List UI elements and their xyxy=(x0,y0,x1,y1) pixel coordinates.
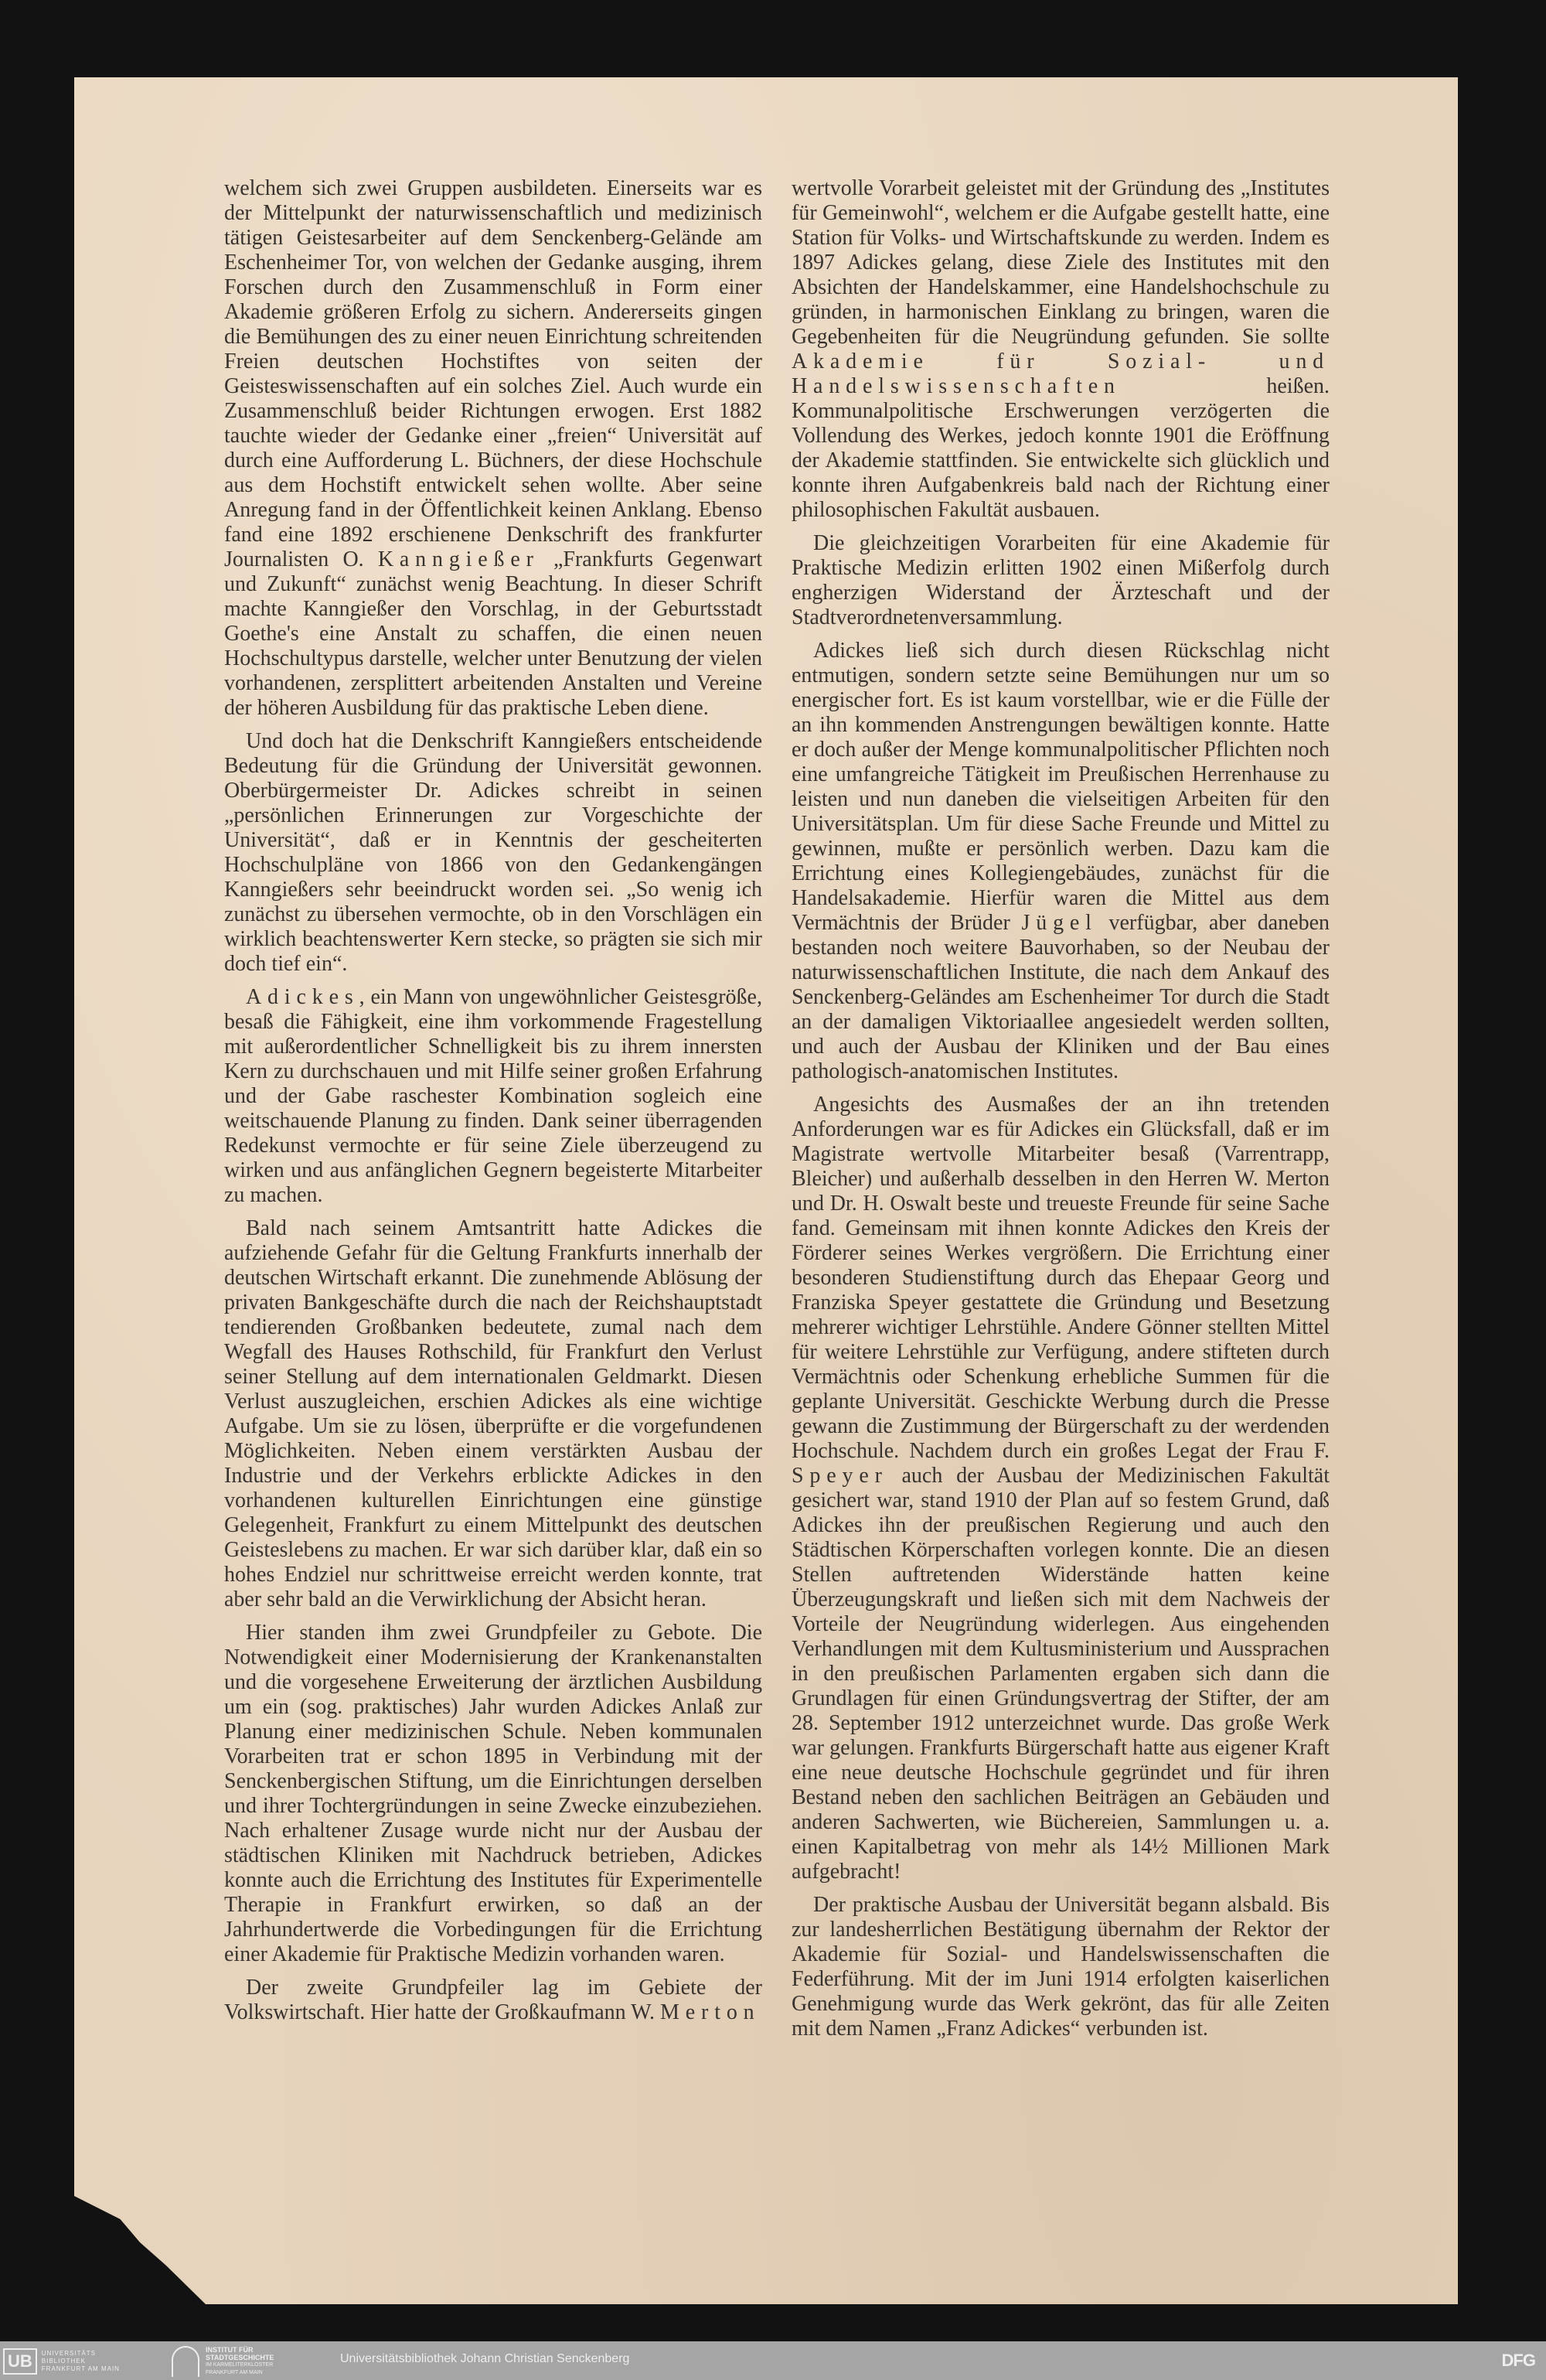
paragraph xyxy=(792,531,1330,630)
spaced-name: Merton xyxy=(660,2000,761,2024)
paragraph xyxy=(224,1621,762,1967)
text-segment: Der praktische Ausbau der Universität begann alsbald. Bis zur landesherrlichen Bestätigung übernahm der Rektor der Akademie für Sozial- und Handelswissenschaften die Federführung. Mit der im Juni 1914 erfolgten kaiserlichen Genehmigung wurde das Werk gekrönt, das für alle Zeiten mit dem Namen „Franz Adickes“ verbunden ist. xyxy=(792,1893,1330,2041)
right-column xyxy=(792,176,1330,2050)
paragraph xyxy=(792,639,1330,1084)
ub-line: FRANKFURT AM MAIN xyxy=(41,2365,120,2372)
text-segment: wertvolle Vorarbeit geleistet mit der Gründung des „Institutes für Gemeinwohl“, welchem er die Aufgabe gestellt hatte, eine Station für Volks- und Wirtschaftskunde zu werden. Indem es 1897 Adickes gelang, diese Ziele des Institutes mit den Absichten der Handelskammer, eine Handelshochschule zu gründen, in harmonischen Einklang zu bringen, waren die Gegebenheiten für die Neugründung gefunden. Sie sollte xyxy=(792,176,1330,349)
footer-bar xyxy=(0,2341,1546,2380)
text-segment: „Frankfurts Gegenwart und Zukunft“ zunächst wenig Beachtung. In dieser Schrift machte Kanngießer den Vorschlag, in der Geburtsstadt Goethe's eine Anstalt zu schaffen, die einen neuen Hochschultypus darstelle, welcher unter Benutzung der vielen vorhandenen, zersplittert arbeitenden Anstalten und Vereine der höheren Ausbildung für das praktische Leben diene. xyxy=(224,547,763,720)
dfg-logo[interactable]: DFG xyxy=(1501,2351,1535,2370)
library-name: Universitätsbibliothek Johann Christian Senckenberg xyxy=(340,2352,630,2365)
text-segment: Bald nach seinem Amtsantritt hatte Adickes die aufziehende Gefahr für die Geltung Frankfurts innerhalb der deutschen Wirtschaft erkannt. Die zunehmende Ablösung der privaten Bankgeschäfte durch die nach der Reichshauptstadt tendierenden Großbanken bedeutete, zumal nach dem Wegfall des Hauses Rothschild, für Frankfurt den Verlust seiner Stellung auf dem internationalen Geldmarkt. Diesen Verlust auszugleichen, erschien Adickes als eine wichtige Aufgabe. Um sie zu lösen, überprüfte er die vorgefundenen Möglichkeiten. Neben einem verstärkten Ausbau der Industrie und der Verkehrs erblickte Adickes in den vorhandenen kulturellen Einrichtungen eine günstige Gelegenheit, Frankfurt zu einem Mittelpunkt des deutschen Geisteslebens zu machen. Er war sich darüber klar, daß ein so hohes Endziel nur schrittweise erreicht werden konnte, trat aber sehr bald an die Verwirklichung der Absicht heran. xyxy=(224,1216,762,1611)
text-segment: verfügbar, aber daneben bestanden noch weitere Bauvorhaben, so der Neubau der naturwissenschaftlichen Institute, die nach dem Ankauf des Senckenberg-Geländes am Eschenheimer Tor durch die Stadt an der damaligen Viktoriaallee angesiedelt werden sollten, und auch der Ausbau der Kliniken und der Bau eines pathologisch-anatomischen Institutes. xyxy=(792,911,1330,1083)
arch-icon xyxy=(172,2346,199,2377)
paragraph xyxy=(224,1216,762,1612)
text-segment: welchem sich zwei Gruppen ausbildeten. Einerseits war es der Mittelpunkt der naturwissenschaftlich und medizinisch tätigen Geistesarbeiter auf dem Senckenberg-Gelände am Eschenheimer Tor, von welchen der Gedanke ausging, ihrem Forschen durch den Zusammenschluß in Form einer Akademie größeren Erfolg zu sichern. Andererseits gingen die Bemühungen des zu einer neuen Einrichtung schreitenden Freien deutschen Hochstiftes von seiten der Geisteswissenschaften auf ein solches Ziel. Auch wurde ein Zusammenschluß beider Richtungen erwogen. Erst 1882 tauchte wieder der Gedanke einer „freien“ Universität auf durch eine Aufforderung L. Büchners, der diese Hochschule aus dem Hochstift entwickelt sehen wollte. Aber seine Anregung fand in der Öffentlichkeit keinen Anklang. Ebenso fand eine 1892 erschienene Denkschrift des frankfurter Journalisten O. xyxy=(224,176,762,571)
spaced-name: Jügel xyxy=(1021,911,1098,935)
text-segment: Angesichts des Ausmaßes der an ihn tretenden Anforderungen war es für Adickes ein Glücksfall, daß er im Magistrate wertvolle Mitarbeiter besaß (Varrentrapp, Bleicher) und außerhalb desselben in den Herren W. Merton und Dr. H. Oswalt beste und treueste Freunde für seine Sache fand. Gemeinsam mit ihnen konnte Adickes den Kreis der Förderer seines Werkes vergrößern. Die Errichtung einer besonderen Studienstiftung durch das Ehepaar Georg und Franziska Speyer gestattete die Gründung und Besetzung mehrerer wichtiger Lehrstühle. Andere Gönner stellten Mittel für weitere Lehrstühle zur Verfügung, andere stifteten durch Vermächtnis oder Schenkung erhebliche Summen für die geplante Universität. Geschickte Werbung durch die Presse gewann die Zustimmung der Bürgerschaft zu der werdenden Hochschule. Nachdem durch ein großes Legat der Frau F. xyxy=(792,1093,1330,1463)
spaced-name: Akademie für Sozial- und Handelswissenschaften xyxy=(792,349,1330,398)
paragraph xyxy=(224,176,762,721)
text-segment: auch der Ausbau der Medizinischen Fakultät gesichert war, stand 1910 der Plan auf so festem Grund, daß Adickes ihn der preußischen Regierung und auch den Städtischen Körperschaften vorlegen konnte. Die an diesen Stellen auftretenden Widerstände hatten keine Überzeugungskraft und ließen sich mit dem Nachweis der Vorteile der Neugründung widerlegen. Aus eingehenden Verhandlungen mit dem Kultusministerium und Aussprachen in den preußischen Parlamenten ergaben sich dann die Grundlagen für einen Gründungsvertrag der Stifter, der am 28. September 1912 unterzeichnet wurde. Das große Werk war gelungen. Frankfurts Bürgerschaft hatte aus eigener Kraft eine neue deutsche Hochschule gegründet und für ihren Bestand neben den sachlichen Beiträgen an Gebäuden und anderen Sachwerten, wie Büchereien, Sammlungen u. a. einen Kapitalbetrag von mehr als 14½ Millionen Mark aufgebracht! xyxy=(792,1464,1330,1884)
paragraph xyxy=(224,985,762,1208)
text-segment: , ein Mann von ungewöhnlicher Geistesgröße, besaß die Fähigkeit, eine ihm vorkommende Fragestellung mit außerordentlicher Schnelligkeit bis zu ihrem innersten Kern zu durchschauen und mit Hilfe seiner großen Erfahrung und der Gabe raschester Kombination sogleich eine weitschauende Planung zu finden. Dank seiner überragenden Redekunst vermochte er für seine Ziele überzeugend zu wirken und aus anfänglichen Gegnern begeisterte Mitarbeiter zu machen. xyxy=(224,985,762,1207)
spaced-name: Adickes xyxy=(246,985,359,1009)
ub-logo-text xyxy=(42,2350,120,2373)
ub-logo-mark: UB xyxy=(3,2348,37,2375)
text-segment: Die gleichzeitigen Vorarbeiten für eine Akademie für Praktische Medizin erlitten 1902 einen Mißerfolg durch engherzigen Widerstand der Ärzteschaft und der Stadtverordnetenversammlung. xyxy=(792,531,1330,629)
isg-logo-text xyxy=(206,2346,274,2377)
paragraph xyxy=(792,1093,1330,1884)
text-segment: Adickes ließ sich durch diesen Rückschlag nicht entmutigen, sondern setzte seine Bemühungen nur um so energischer fort. Es ist kaum vorstellbar, wie er die Fülle der an ihn kommenden Anstrengungen bewältigen konnte. Hatte er doch außer der Menge kommunalpolitischer Pflichten noch eine umfangreiche Tätigkeit im Preußischen Herrenhause zu leisten und nun daneben die vielseitigen Arbeiten für den Universitätsplan. Um für diese Sache Freunde und Mittel zu gewinnen, mußte er persönlich werben. Dazu kam die Errichtung eines Kollegiengebäudes, zunächst für die Handelsakademie. Hierfür waren die Mittel aus dem Vermächtnis der Brüder xyxy=(792,639,1330,935)
ub-line: UNIVERSITÄTS xyxy=(41,2350,97,2357)
isg-line: STADTGESCHICHTE xyxy=(206,2354,274,2361)
text-segment: Der zweite Grundpfeiler lag im Gebiete der Volkswirtschaft. Hier hatte der Großkaufmann W. xyxy=(224,1976,762,2024)
ub-line: BIBLIOTHEK xyxy=(41,2358,86,2365)
ub-logo[interactable] xyxy=(3,2346,120,2377)
isg-line: INSTITUT FÜR xyxy=(206,2346,254,2354)
isg-line: FRANKFURT AM MAIN xyxy=(206,2370,263,2375)
text-segment: Und doch hat die Denkschrift Kanngießers entscheidende Bedeutung für die Gründung der Universität gewonnen. Oberbürgermeister Dr. Adickes schreibt in seinen „persönlichen Erinnerungen zur Vorgeschichte der Universität“, daß er in Kenntnis der gescheiterten Hochschulpläne von 1866 von den Gedankengängen Kanngießers sehr beeindruckt worden sei. „So wenig ich zunächst zu übersehen vermochte, ob in den Vorschlägen ein wirklich beachtenswerter Kern stecke, so prägten sie sich mir doch tief ein“. xyxy=(224,729,762,976)
isg-logo[interactable] xyxy=(172,2346,274,2377)
paragraph xyxy=(224,729,762,977)
paragraph xyxy=(792,176,1330,523)
text-segment: heißen. Kommunalpolitische Erschwerungen verzögerten die Vollendung des Werkes, jedoch konnte 1901 die Eröffnung der Akademie stattfinden. Sie entwickelte sich glücklich und konnte ihren Aufgabenkreis bald nach der Richtung einer philosophischen Fakultät ausbauen. xyxy=(792,374,1330,522)
spaced-name: Speyer xyxy=(792,1464,888,1488)
paragraph xyxy=(792,1893,1330,2041)
isg-line: IM KARMELITERKLOSTER xyxy=(206,2362,274,2368)
text-segment: Hier standen ihm zwei Grundpfeiler zu Gebote. Die Notwendigkeit einer Modernisierung der Krankenanstalten und die vorgesehene Erweiterung der ärztlichen Ausbildung um ein (sog. praktisches) Jahr wurden Adickes Anlaß zur Planung einer medizinischen Schule. Neben kommunalen Vorarbeiten trat er schon 1895 in Verbindung mit der Senckenbergischen Stiftung, um die Einrichtungen derselben und ihrer Tochtergründungen in seine Zwecke einzubeziehen. Nach erhaltener Zusage wurde nicht nur der Ausbau der städtischen Kliniken mit Nachdruck betrieben, Adickes konnte auch die Errichtung des Institutes für Experimentelle Therapie in Frankfurt erwirken, so daß an der Jahrhundertwerde die Vorbedingungen für die Errichtung einer Akademie für Praktische Medizin vorhanden waren. xyxy=(224,1621,762,1966)
spaced-name: Kanngießer xyxy=(377,547,540,571)
left-column xyxy=(224,176,762,2034)
paragraph xyxy=(224,1976,762,2025)
